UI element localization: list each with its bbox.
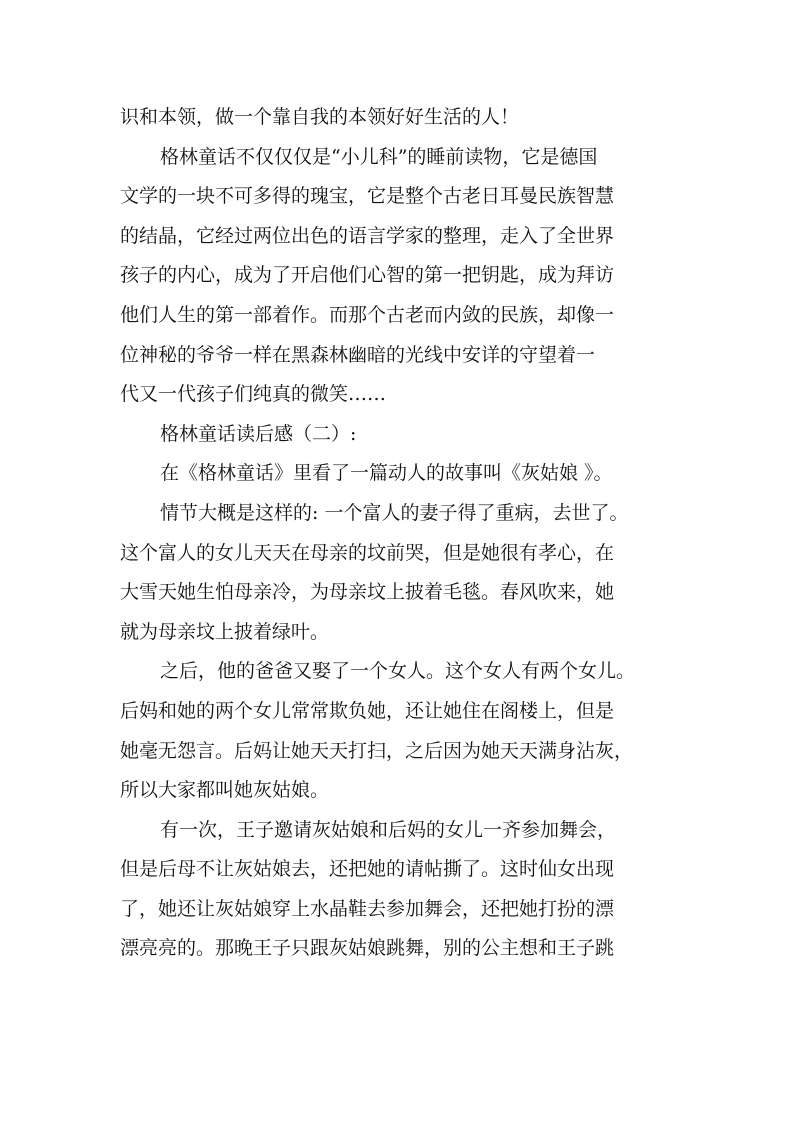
paragraph-start-line: 之后，他的爸爸又娶了一个女人。这个女人有两个女儿。 <box>160 660 636 683</box>
paragraph-start-line: 有一次，王子邀请灰姑娘和后妈的女儿一齐参加舞会， <box>160 818 617 841</box>
paragraph-start-line: 情节大概是这样的: 一个富人的妻子得了重病，去世了。 <box>160 501 629 524</box>
text-line: 所以大家都叫她灰姑娘。 <box>120 779 330 802</box>
paragraph-start-line: 格林童话不仅仅仅是“小儿科”的睡前读物，它是德国 <box>160 145 598 168</box>
text-line: 了，她还让灰姑娘穿上水晶鞋去参加舞会，还把她打扮的漂 <box>120 897 615 920</box>
text-line: 这个富人的女儿天天在母亲的坟前哭，但是她很有孝心，在 <box>120 541 615 564</box>
text-line: 她毫无怨言。后妈让她天天打扫，之后因为她天天满身沾灰， <box>120 739 634 762</box>
document-body <box>120 98 680 969</box>
text-line: 但是后母不让灰姑娘去，还把她的请帖撕了。这时仙女出现 <box>120 858 615 881</box>
text-line: 后妈和她的两个女儿常常欺负她，还让她住在阁楼上，但是 <box>120 699 615 722</box>
section-heading: 格林童话读后感（二）: <box>160 422 357 445</box>
text-line: 漂亮亮的。那晚王子只跟灰姑娘跳舞，别的公主想和王子跳 <box>120 937 615 960</box>
text-line: 代又一代孩子们纯真的微笑…… <box>120 383 387 406</box>
text-line: 就为母亲坟上披着绿叶。 <box>120 620 330 643</box>
text-line: 的结晶，它经过两位出色的语言学家的整理，走入了全世界 <box>120 224 615 247</box>
text-line: 大雪天她生怕母亲冷，为母亲坟上披着毛毯。春风吹来，她 <box>120 581 615 604</box>
text-line: 他们人生的第一部着作。而那个古老而内敛的民族，却像一 <box>120 303 615 326</box>
text-line: 孩子的内心，成为了开启他们心智的第一把钥匙，成为拜访 <box>120 264 615 287</box>
text-line: 文学的一块不可多得的瑰宝，它是整个古老日耳曼民族智慧 <box>120 185 615 208</box>
paragraph-start-line: 在《格林童话》里看了一篇动人的故事叫《灰姑娘 》。 <box>160 462 613 485</box>
text-line: 识和本领，做一个靠自我的本领好好生活的人！ <box>120 106 520 128</box>
text-line: 位神秘的爷爷一样在黑森林幽暗的光线中安详的守望着一 <box>120 343 596 366</box>
